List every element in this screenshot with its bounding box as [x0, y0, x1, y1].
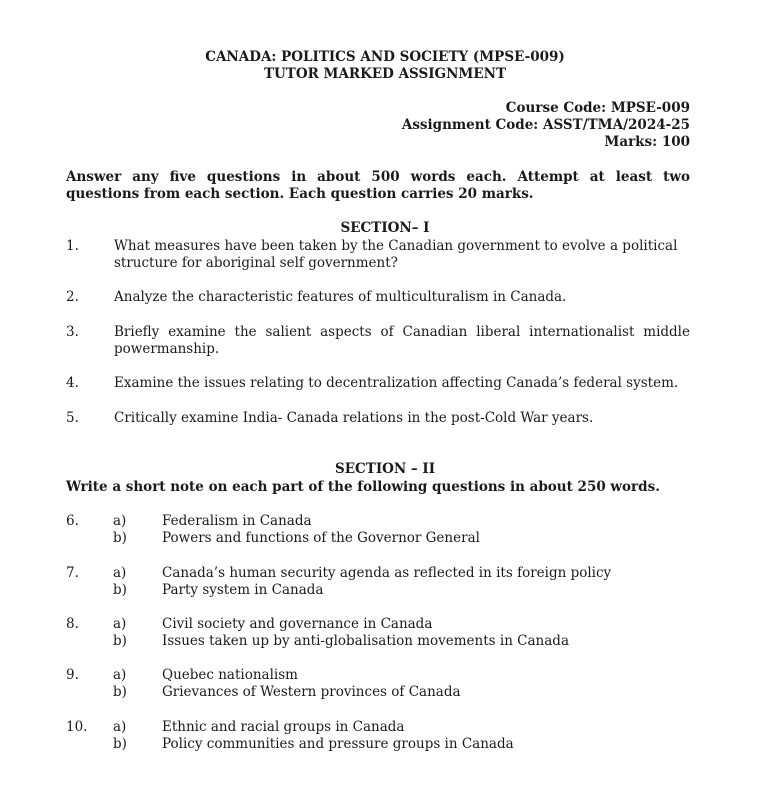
document-title: CANADA: POLITICS AND SOCIETY (MPSE-009) — [205, 49, 565, 65]
part-a-label: a) — [113, 616, 127, 632]
question-number: 9. — [66, 667, 79, 683]
section-1-heading: SECTION– I — [340, 220, 430, 236]
marks: Marks: 100 — [604, 134, 690, 150]
question-text: Critically examine India- Canada relations in the post-Cold War years. — [114, 410, 594, 426]
section-2-heading: SECTION – II — [334, 461, 436, 477]
part-a-label: a) — [113, 667, 127, 683]
question-number: 2. — [66, 289, 79, 305]
part-a-text: Civil society and governance in Canada — [162, 616, 433, 632]
part-a-label: a) — [113, 719, 127, 735]
question-number: 5. — [66, 410, 79, 426]
part-b-label: b) — [113, 684, 127, 700]
question-number: 8. — [66, 616, 79, 632]
part-a-label: a) — [113, 513, 127, 529]
part-a-text: Federalism in Canada — [162, 513, 312, 529]
part-a-text: Canada’s human security agenda as reflected in its foreign policy — [162, 565, 612, 581]
part-b-label: b) — [113, 582, 127, 598]
course-code: Course Code: MPSE-009 — [505, 100, 690, 116]
part-a-label: a) — [113, 565, 127, 581]
section-2-instruction: Write a short note on each part of the following questions in about 250 words. — [66, 479, 660, 495]
question-text: What measures have been taken by the Canadian government to evolve a political structure for aboriginal self government? — [114, 238, 678, 271]
question-number: 7. — [66, 565, 79, 581]
question-text: Analyze the characteristic features of multiculturalism in Canada. — [114, 289, 567, 305]
question-number: 6. — [66, 513, 79, 529]
part-b-label: b) — [113, 530, 127, 546]
part-b-label: b) — [113, 736, 127, 752]
part-b-text: Policy communities and pressure groups in Canada — [162, 736, 514, 752]
question-text: Briefly examine the salient aspects of Canadian liberal internationalist middle powermanship. — [114, 324, 690, 357]
part-b-text: Powers and functions of the Governor General — [162, 530, 480, 546]
part-b-label: b) — [113, 633, 127, 649]
question-number: 3. — [66, 324, 79, 340]
question-text: Examine the issues relating to decentralization affecting Canada’s federal system. — [114, 375, 679, 391]
question-number: 1. — [66, 238, 79, 254]
part-b-text: Party system in Canada — [162, 582, 324, 598]
document-subtitle: TUTOR MARKED ASSIGNMENT — [263, 66, 507, 82]
part-b-text: Grievances of Western provinces of Canada — [162, 684, 461, 700]
instructions: Answer any five questions in about 500 words each. Attempt at least two questions from each section. Each question carries 20 marks. — [66, 169, 690, 202]
part-a-text: Quebec nationalism — [162, 667, 298, 683]
assignment-code: Assignment Code: ASST/TMA/2024-25 — [401, 117, 690, 133]
question-number: 4. — [66, 375, 79, 391]
part-b-text: Issues taken up by anti-globalisation movements in Canada — [162, 633, 569, 649]
part-a-text: Ethnic and racial groups in Canada — [162, 719, 405, 735]
question-number: 10. — [66, 719, 88, 735]
